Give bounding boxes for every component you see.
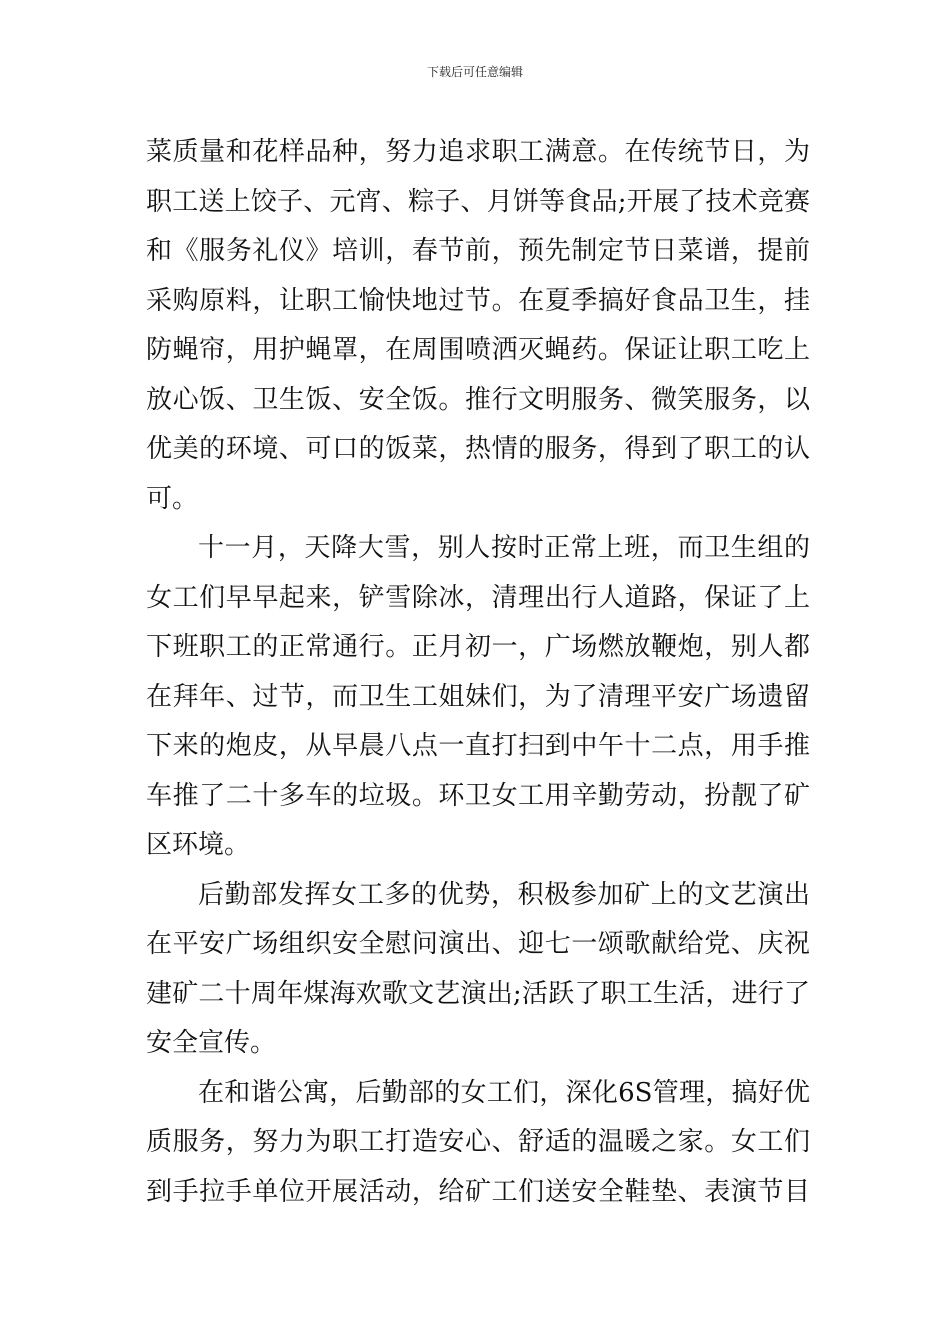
text-line: 可。 xyxy=(146,483,199,514)
paragraph-3 xyxy=(146,871,810,1069)
text-line: 下来的炮皮，从早晨八点一直打扫到中午十二点，用手推 xyxy=(146,731,810,761)
text-line: 到手拉手单位开展活动，给矿工们送安全鞋垫、表演节目 xyxy=(146,1176,810,1207)
text-line: 菜质量和花样品种，努力追求职工满意。在传统节日，为 xyxy=(146,137,810,167)
text-line: 女工们早早起来，铲雪除冰，清理出行人道路，保证了上 xyxy=(146,582,810,613)
text-line: 安全宣传。 xyxy=(146,1028,277,1058)
text-line: 建矿二十周年煤海欢歌文艺演出;活跃了职工生活，进行了 xyxy=(146,978,810,1009)
text-line: 区环境。 xyxy=(146,830,251,860)
text-line: 优美的环境、可口的饭菜，热情的服务，得到了职工的认 xyxy=(146,434,810,464)
text-line: 十一月，天降大雪，别人按时正常上班，而卫生组的 xyxy=(198,533,810,563)
text-line: 车推了二十多车的垃圾。环卫女工用辛勤劳动，扮靓了矿 xyxy=(146,780,810,811)
text-line: 和《服务礼仪》培训，春节前，预先制定节日菜谱，提前 xyxy=(146,236,810,266)
paragraph-4 xyxy=(146,1069,810,1218)
text-line: 职工送上饺子、元宵、粽子、月饼等食品;开展了技术竞赛 xyxy=(146,186,810,217)
paragraph-2 xyxy=(146,524,810,871)
body-text xyxy=(146,128,810,1217)
text-line: 放心饭、卫生饭、安全饭。推行文明服务、微笑服务，以 xyxy=(146,384,810,415)
text-line: 防蝇帘，用护蝇罩，在周围喷洒灭蝇药。保证让职工吃上 xyxy=(146,335,810,365)
text-line: 在和谐公寓，后勤部的女工们，深化6S管理，搞好优 xyxy=(198,1077,810,1108)
text-line: 采购原料，让职工愉快地过节。在夏季搞好食品卫生，挂 xyxy=(146,285,810,316)
paragraph-1 xyxy=(146,128,810,524)
page-header: 下载后可任意编辑 xyxy=(426,65,523,79)
text-line: 后勤部发挥女工多的优势，积极参加矿上的文艺演出 xyxy=(198,879,810,910)
text-line: 质服务，努力为职工打造安心、舒适的温暖之家。女工们 xyxy=(146,1127,810,1157)
text-line: 在平安广场组织安全慰问演出、迎七一颂歌献给党、庆祝 xyxy=(146,929,810,959)
text-line: 在拜年、过节，而卫生工姐妹们，为了清理平安广场遗留 xyxy=(146,681,810,712)
text-line: 下班职工的正常通行。正月初一，广场燃放鞭炮，别人都 xyxy=(146,632,810,662)
